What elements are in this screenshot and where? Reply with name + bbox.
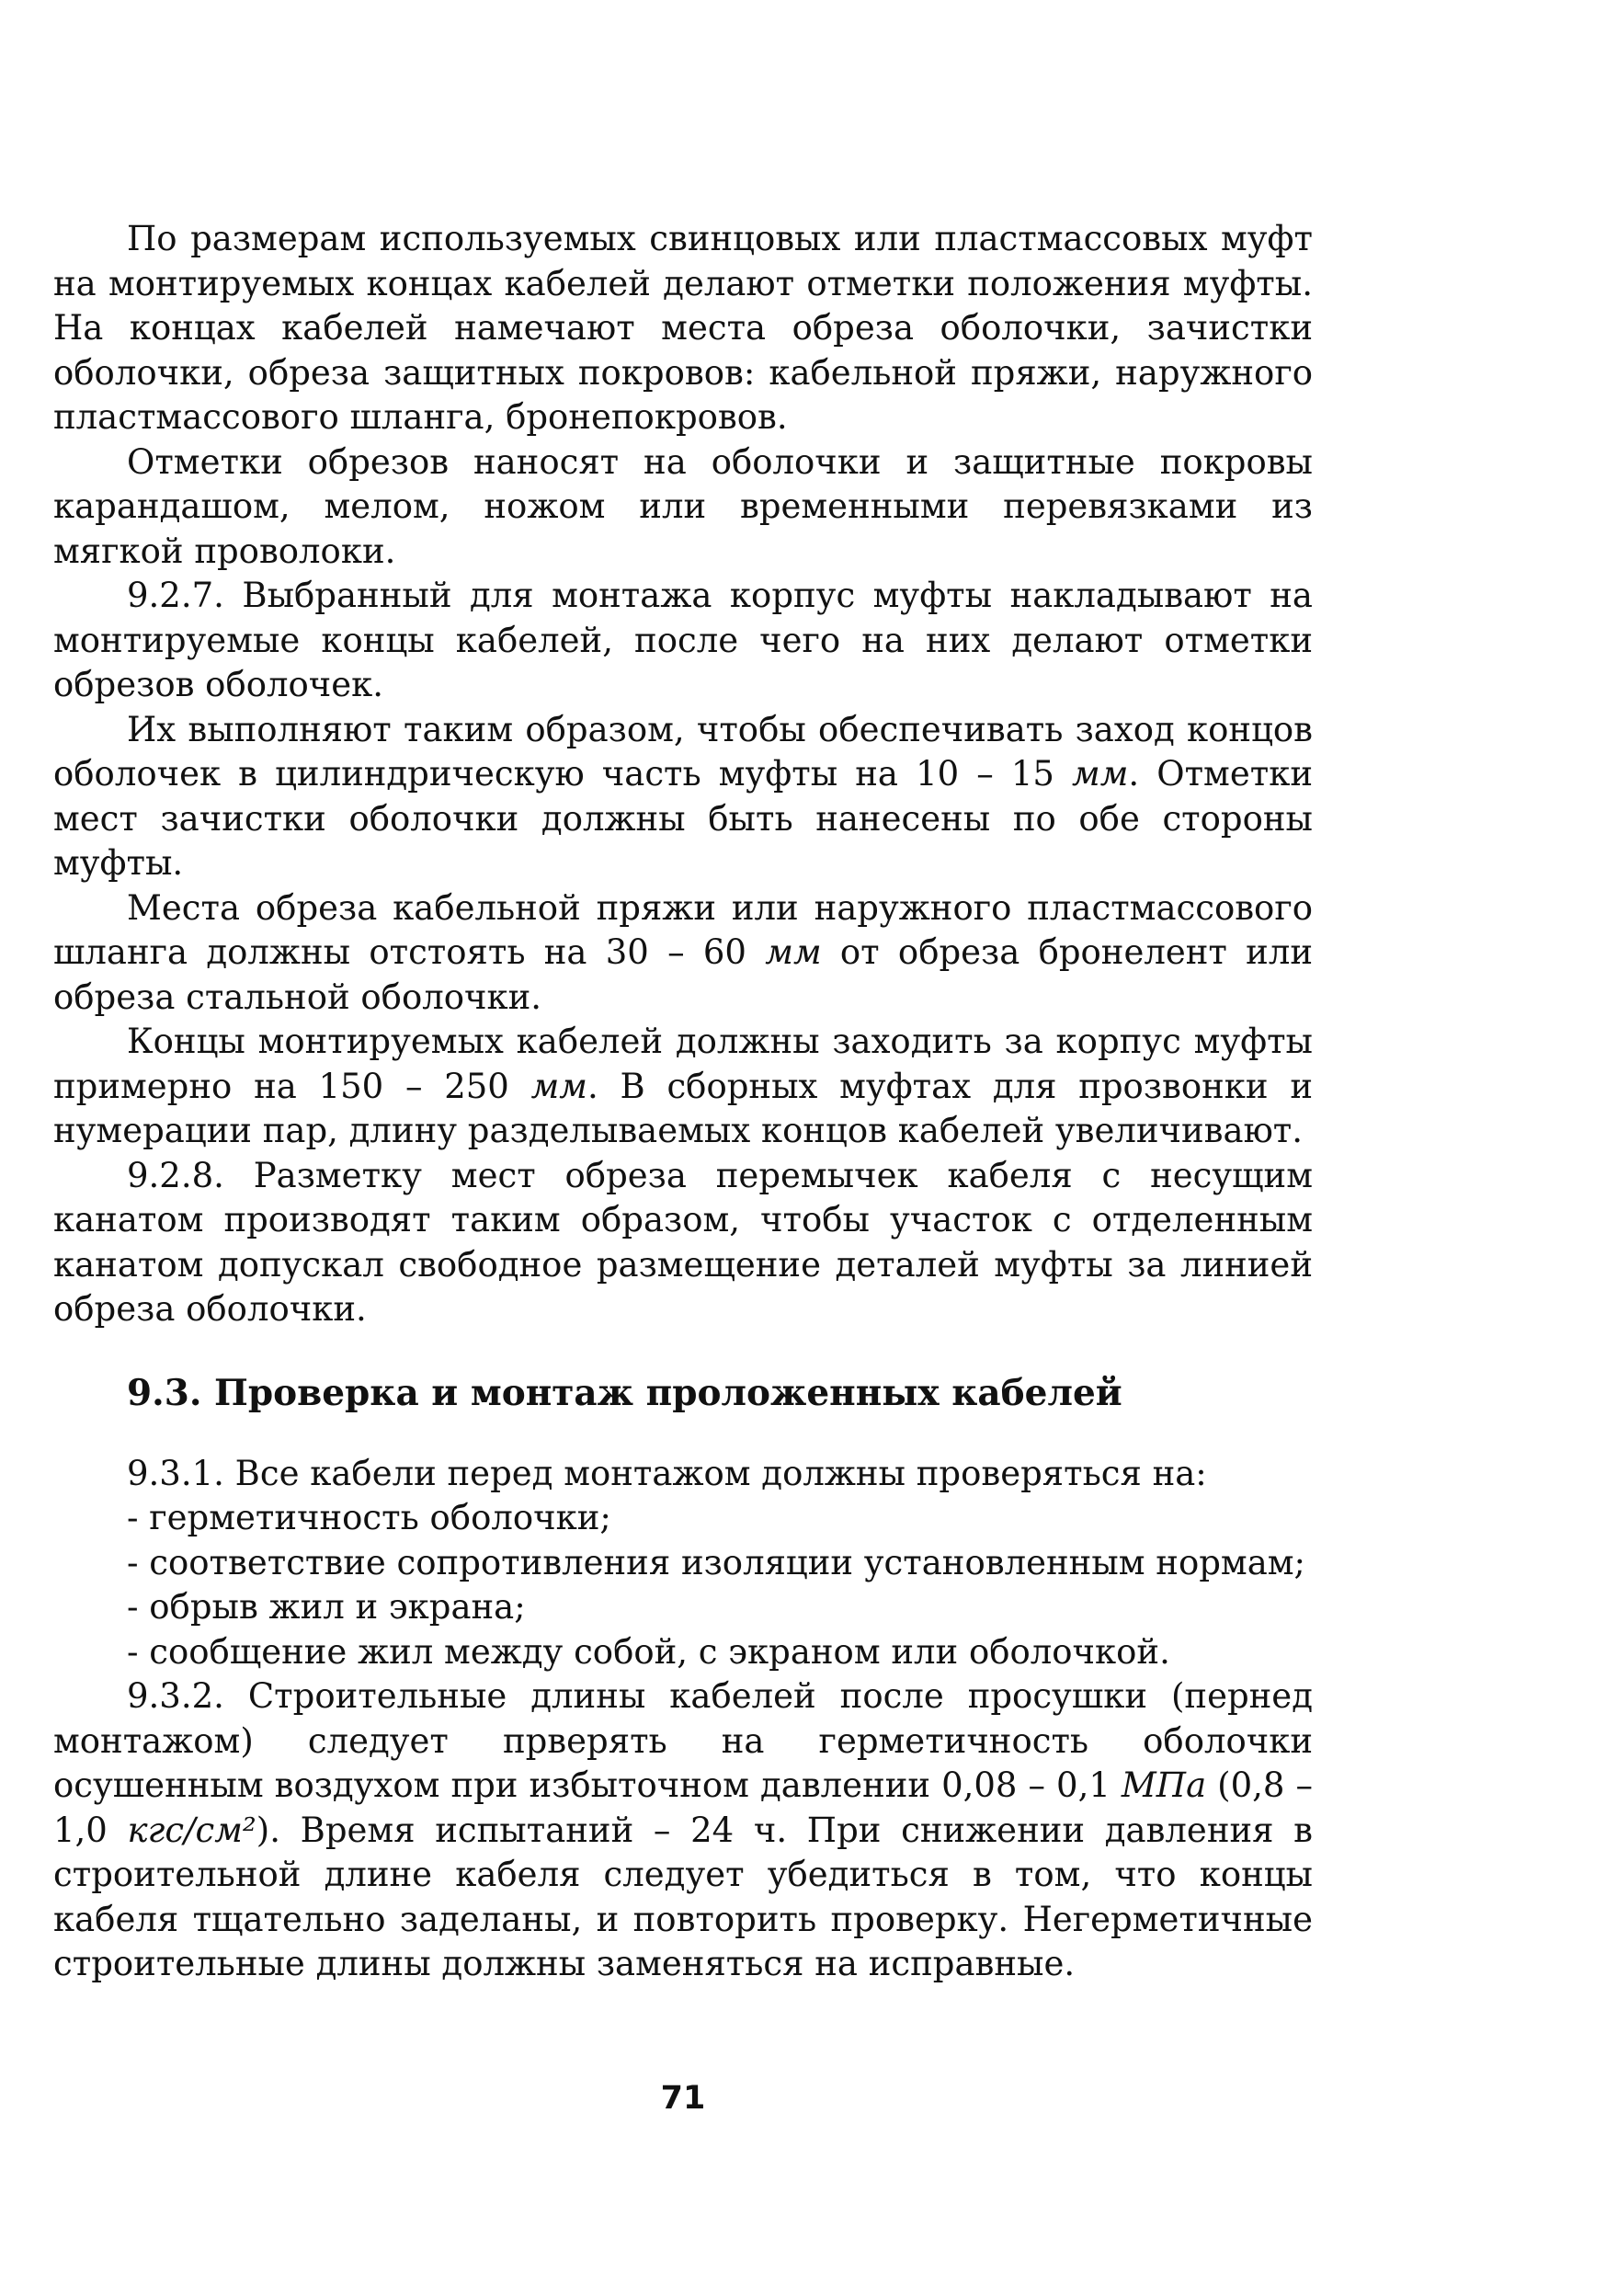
unit-mm: мм: [530, 1066, 587, 1106]
paragraph-marking-tools: Отметки обрезов наносят на оболочки и защитные покровы карандашом, мелом, ножом или временными перевязками из мягкой проволоки.: [53, 441, 1313, 571]
list-item: - соответствие сопротивления изоляции установленным нормам;: [127, 1542, 1305, 1582]
text-segment: Места обреза кабельной пряжи или наружного пластмассового шланга должны отстоять на 30 – 60: [53, 887, 1313, 972]
paragraph-9-3-1: 9.3.1. Все кабели перед монтажом должны проверяться на:: [127, 1453, 1207, 1493]
paragraph-9-2-7: 9.2.7. Выбранный для монтажа корпус муфты накладывают на монтируемые концы кабелей, после чего на них делают отметки обрезов оболочек.: [53, 576, 1313, 704]
unit-mm: мм: [765, 932, 822, 972]
unit-kgs-cm2: кгс/см²: [127, 1810, 256, 1850]
list-item: - обрыв жил и экрана;: [127, 1587, 526, 1627]
text-segment: . В сборных муфтах для прозвонки и нумерации пар, длину разделываемых концов кабелей увеличивают.: [53, 1066, 1313, 1150]
text-segment: . Отметки мест зачистки оболочки должны быть нанесены по обе стороны муфты.: [53, 754, 1313, 883]
paragraph-sheath-entry: [53, 708, 1313, 886]
text-segment: Их выполняют таким образом, чтобы обеспечивать заход концов оболочек в цилиндрическую часть муфты на 10 – 15: [53, 709, 1313, 794]
list-item: - герметичность оболочки;: [127, 1498, 611, 1537]
paragraph-cable-ends: [53, 1020, 1313, 1154]
text-segment: (0,8 – 1,0: [53, 1765, 1313, 1850]
list-item: - сообщение жил между собой, с экраном или оболочкой.: [127, 1631, 1170, 1672]
page-body: [53, 217, 1313, 1987]
page-number: 71: [660, 2080, 706, 2117]
check-list: [53, 1496, 1313, 1674]
text-segment: от обреза бронелент или обреза стальной оболочки.: [53, 932, 1313, 1017]
text-segment: ). Время испытаний – 24 ч. При снижении давления в строительной длине кабеля следует убедиться в том, что концы кабеля тщательно заделаны, и повторить проверку. Негерметичные строительные длины должны заменяться на исправные.: [53, 1810, 1314, 1983]
paragraph-hose-cut: [53, 886, 1313, 1021]
text-segment: Концы монтируемых кабелей должны заходить за корпус муфты примерно на 150 – 250: [53, 1022, 1313, 1106]
section-heading: 9.3. Проверка и монтаж проложенных кабелей: [127, 1371, 1122, 1414]
paragraph-9-3-2: [53, 1674, 1313, 1987]
text-segment: 9.3.2. Строительные длины кабелей после просушки (пернед монтажом) следует прверять на герметичность оболочки осушенным воздухом при избыточном давлении 0,08 – 0,1: [53, 1676, 1313, 1805]
paragraph-mufty-marks: По размерам используемых свинцовых или пластмассовых муфт на монтируемых концах кабелей делают отметки положения муфты. На концах кабелей намечают места обреза оболочки, зачистки оболочки, обреза защитных покровов: кабельной пряжи, наружного пластмассового шланга, бронепокровов.: [53, 219, 1313, 437]
unit-mm: мм: [1072, 754, 1129, 794]
paragraph-9-2-8: 9.2.8. Разметку мест обреза перемычек кабеля с несущим канатом производят таким образом, чтобы участок с отделенным канатом допускал свободное размещение деталей муфты за линией обреза оболочки.: [53, 1155, 1313, 1329]
unit-mpa: МПа: [1121, 1765, 1207, 1805]
